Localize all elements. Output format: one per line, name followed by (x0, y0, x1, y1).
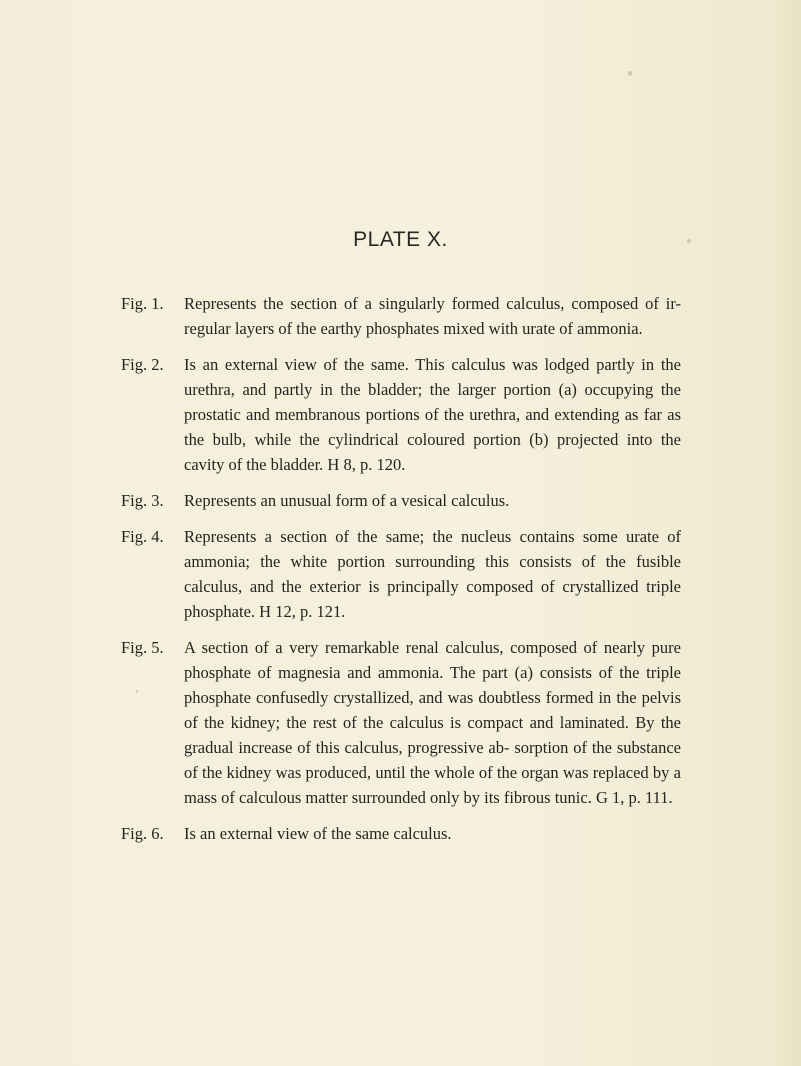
figure-entry-5 (121, 635, 681, 810)
plate-title: PLATE X. (353, 228, 448, 251)
figure-description: Is an external view of the same calculus. (184, 824, 452, 843)
figure-label: Fig. 1. (121, 294, 164, 313)
figure-entry-6 (121, 821, 681, 846)
figure-label: Fig. 4. (121, 527, 164, 546)
paper-speck (628, 71, 632, 76)
figure-description: Represents the section of a singularly formed calculus, composed of ir- regular layers of the earthy phosphates mixed with urate of ammonia. (184, 294, 681, 338)
figure-label: Fig. 6. (121, 824, 164, 843)
figure-label: Fig. 5. (121, 638, 164, 657)
figure-legend (121, 291, 681, 846)
figure-entry-3 (121, 488, 681, 513)
figure-description: Represents an unusual form of a vesical calculus. (184, 491, 510, 510)
figure-description: Is an external view of the same. This calculus was lodged partly in the urethra, and partly in the bladder; the larger portion (a) occupying the prostatic and membranous portions of the urethra, and extending as far as the bulb, while the cylindrical coloured portion (b) projected into the cavity of the bladder. H 8, p. 120. (184, 355, 681, 474)
figure-description: Represents a section of the same; the nucleus contains some urate of ammonia; the white portion surrounding this consists of the fusible calculus, and the exterior is principally composed of crystallized triple phosphate. H 12, p. 121. (184, 527, 681, 621)
figure-description: A section of a very remarkable renal calculus, composed of nearly pure phosphate of magnesia and ammonia. The part (a) consists of the triple phosphate confusedly crystallized, and was doubtless formed in the pelvis of the kidney; the rest of the calculus is compact and laminated. By the gradual increase of this calculus, progressive ab- sorption of the substance of the kidney was produced, until the whole of the organ was replaced by a mass of calculous matter surrounded only by its fibrous tunic. G 1, p. 111. (184, 638, 681, 807)
figure-entry-1 (121, 291, 681, 341)
figure-entry-4 (121, 524, 681, 624)
figure-label: Fig. 3. (121, 491, 164, 510)
figure-entry-2 (121, 352, 681, 477)
figure-label: Fig. 2. (121, 355, 164, 374)
